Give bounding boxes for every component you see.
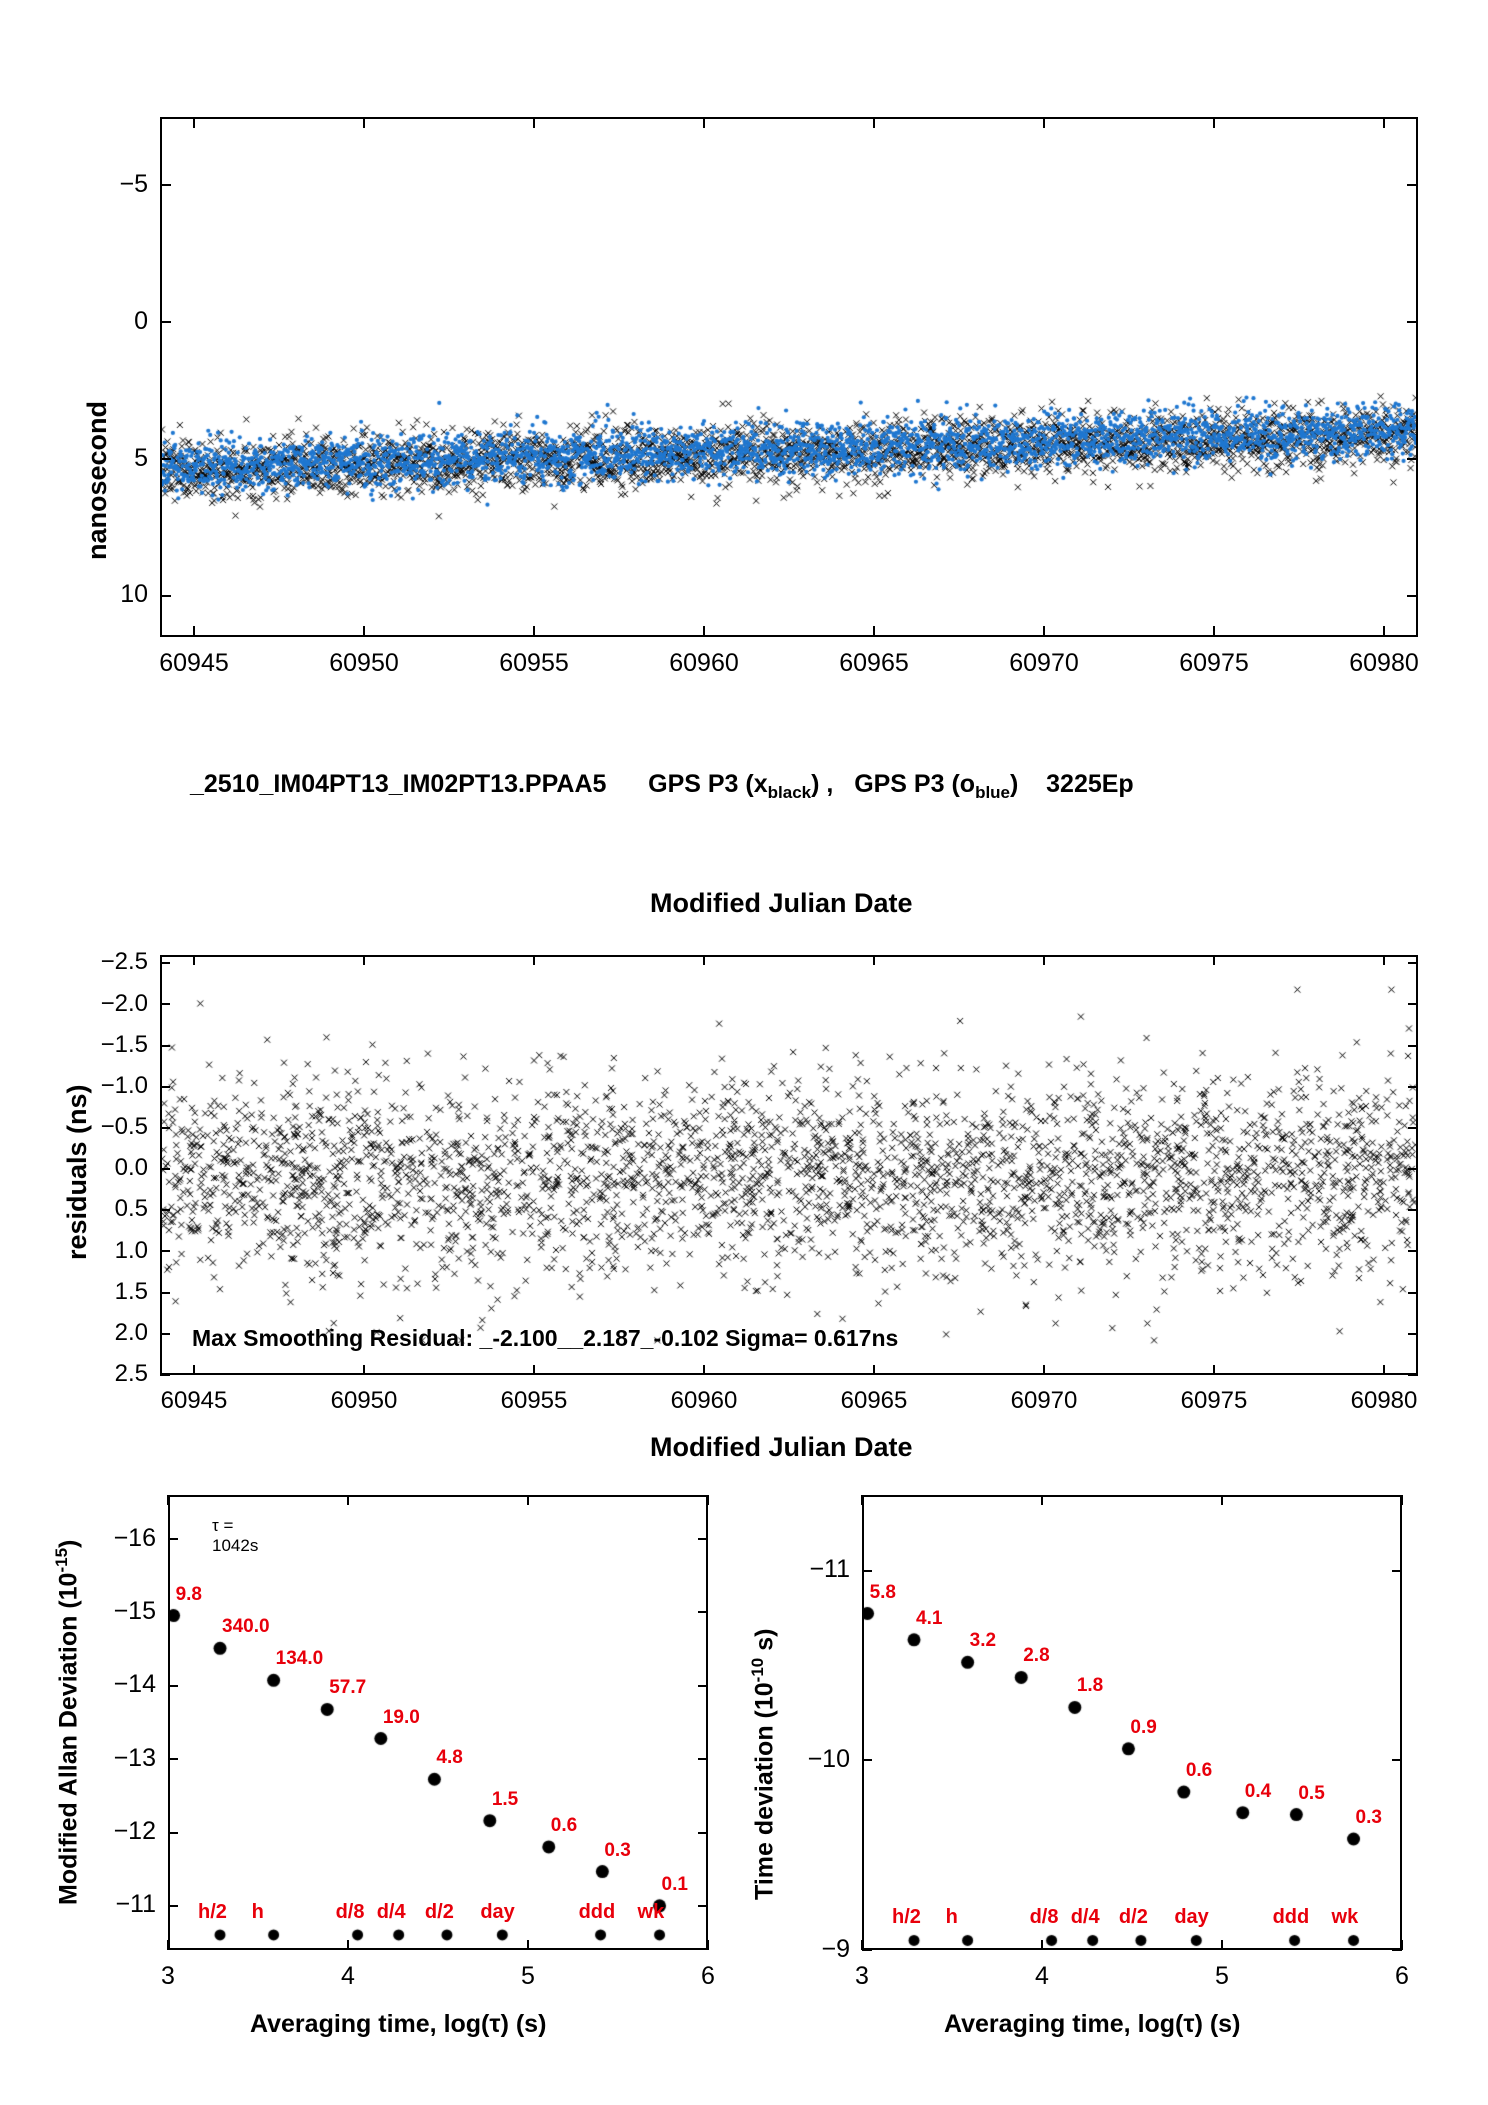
tdev-point-label: 0.3 [1355, 1807, 1382, 1828]
timeseries-ytick-right [1407, 184, 1418, 186]
mdev-xtick-top [527, 1495, 529, 1505]
tdev-point-label: 5.8 [869, 1581, 896, 1603]
tdev-point-label: 2.8 [1023, 1645, 1050, 1667]
timeseries-yticklabel: −5 [119, 169, 148, 198]
residuals-ytick [160, 1045, 170, 1047]
tdev-xticklabel: 5 [1215, 1962, 1229, 1990]
mdev-ytick-right [698, 1538, 708, 1540]
timeseries-x-axis-title: Modified Julian Date [650, 888, 913, 918]
mdev-point-label: 1.5 [491, 1788, 519, 1810]
timeseries-xtick [193, 626, 195, 637]
tdev-tau-marker-label: wk [1331, 1906, 1359, 1929]
timeseries-xtick-top [363, 117, 365, 128]
residuals-xtick-top [703, 955, 705, 965]
mdev-ytick [168, 1538, 178, 1540]
residuals-scatter-canvas [162, 957, 1416, 1373]
residuals-xtick [873, 1365, 875, 1375]
residuals-ytick [160, 1209, 170, 1211]
mdev-ytick-right [698, 1685, 708, 1687]
residuals-xtick [193, 1365, 195, 1375]
timeseries-xticklabel: 60970 [1009, 649, 1079, 677]
mdev-ytick [168, 1685, 178, 1687]
residuals-ytick-right [1408, 962, 1418, 964]
residuals-xtick [533, 1365, 535, 1375]
mdev-yticklabel: −13 [113, 1743, 156, 1772]
mdev-tau-marker-label: d/2 [424, 1900, 454, 1923]
mdev-xticklabel: 6 [701, 1962, 715, 1990]
timeseries-file-label: _2510_IM04PT13_IM02PT13.PPAA5 [190, 770, 607, 798]
mdev-ytick [168, 1832, 178, 1834]
timeseries-xticklabel: 60960 [669, 649, 739, 677]
mdev-xticklabel: 3 [161, 1962, 175, 1990]
timeseries-yticklabel: 0 [134, 306, 148, 335]
timeseries-xticklabel: 60965 [839, 649, 909, 677]
timeseries-xticklabel: 60980 [1349, 649, 1419, 677]
residuals-ytick [160, 1127, 170, 1129]
residuals-ytick-right [1408, 1292, 1418, 1294]
residuals-ytick [160, 1168, 170, 1170]
residuals-ytick-right [1408, 1086, 1418, 1088]
tdev-xtick-top [1221, 1495, 1223, 1505]
timeseries-xtick [703, 626, 705, 637]
timeseries-scatter-canvas [162, 119, 1416, 635]
residuals-ytick-right [1408, 1250, 1418, 1252]
mdev-point-label: 19.0 [382, 1706, 420, 1728]
timeseries-xtick [1213, 626, 1215, 637]
tdev-ytick [862, 1949, 872, 1951]
residuals-xtick-top [193, 955, 195, 965]
mdev-yticklabel: −15 [113, 1596, 156, 1625]
tdev-yticklabel: −11 [809, 1555, 850, 1584]
mdev-xticklabel: 5 [521, 1962, 535, 1990]
tdev-ytick [862, 1759, 872, 1761]
tdev-tau-marker-label: d/2 [1118, 1906, 1148, 1929]
residuals-yticklabel: −1.5 [100, 1030, 148, 1058]
residuals-xtick [1213, 1365, 1215, 1375]
tdev-ytick-right [1392, 1759, 1402, 1761]
timeseries-ytick-right [1407, 321, 1418, 323]
timeseries-xticklabel: 60975 [1179, 649, 1249, 677]
mdev-ytick-right [698, 1611, 708, 1613]
tdev-tau-marker-label: h/2 [892, 1906, 921, 1929]
residuals-yticklabel: 0.0 [114, 1154, 148, 1182]
timeseries-plot-frame [160, 117, 1418, 637]
tdev-tau-marker-label: day [1174, 1906, 1209, 1929]
tdev-xtick-top [1041, 1495, 1043, 1505]
timeseries-series1-label: GPS P3 $(x_{black})$ , [648, 770, 834, 802]
timeseries-xtick-top [873, 117, 875, 128]
timeseries-xtick [363, 626, 365, 637]
residuals-xticklabel: 60980 [1350, 1387, 1418, 1414]
timeseries-ytick [160, 184, 171, 186]
tdev-xtick-top [861, 1495, 863, 1505]
residuals-xtick [1043, 1365, 1045, 1375]
mdev-point-label: 9.8 [175, 1583, 202, 1605]
timeseries-xticklabel: 60950 [329, 649, 399, 677]
mdev-scatter-canvas [170, 1497, 706, 1948]
mdev-point-label: 57.7 [329, 1677, 367, 1699]
tdev-point-label: 0.4 [1244, 1780, 1272, 1802]
mdev-tau-marker-label: day [480, 1900, 515, 1923]
residuals-ytick [160, 1374, 170, 1376]
residuals-ytick-right [1408, 1127, 1418, 1129]
residuals-ytick [160, 1003, 170, 1005]
mdev-point-label: 0.1 [661, 1873, 688, 1895]
residuals-y-axis-title: residuals (ns) [62, 1084, 92, 1260]
timeseries-xtick [533, 626, 535, 637]
residuals-yticklabel: −2.5 [100, 948, 148, 976]
mdev-yticklabel: −16 [113, 1523, 156, 1552]
tdev-xtick [1221, 1940, 1223, 1950]
residuals-xtick-top [533, 955, 535, 965]
tdev-ytick-right [1392, 1570, 1402, 1572]
residuals-yticklabel: −1.0 [100, 1071, 148, 1099]
mdev-xtick-top [707, 1495, 709, 1505]
residuals-xticklabel: 60965 [840, 1387, 908, 1414]
mdev-xtick [527, 1940, 529, 1950]
residuals-yticklabel: 2.0 [114, 1318, 148, 1346]
timeseries-xtick [1383, 626, 1385, 637]
residuals-xticklabel: 60950 [330, 1387, 398, 1414]
mdev-xticklabel: 4 [341, 1962, 355, 1990]
mdev-yticklabel: −14 [113, 1670, 156, 1699]
tdev-tau-marker-label: ddd [1272, 1906, 1310, 1929]
mdev-plot-frame [168, 1495, 708, 1950]
mdev-y-axis-title: Modified Allan Deviation $(10^{-15})$ [52, 1539, 83, 1905]
mdev-ytick-right [698, 1905, 708, 1907]
timeseries-ytick [160, 321, 171, 323]
tdev-xticklabel: 6 [1395, 1962, 1409, 1990]
residuals-ytick-right [1408, 1209, 1418, 1211]
tdev-ytick-right [1392, 1949, 1402, 1951]
residuals-ytick [160, 1292, 170, 1294]
residuals-annotation: Max Smoothing Residual: _-2.100__2.187_-0.102 Sigma= 0.617ns [192, 1325, 899, 1351]
residuals-ytick [160, 1250, 170, 1252]
residuals-ytick-right [1408, 1003, 1418, 1005]
mdev-point-label: 0.3 [604, 1839, 631, 1861]
residuals-xtick-top [363, 955, 365, 965]
timeseries-xtick-top [533, 117, 535, 128]
timeseries-xtick-top [1383, 117, 1385, 128]
mdev-point-label: 0.6 [550, 1814, 578, 1836]
residuals-xtick [363, 1365, 365, 1375]
residuals-yticklabel: −0.5 [100, 1113, 148, 1141]
timeseries-ytick-right [1407, 458, 1418, 460]
timeseries-series2-label: GPS P3 $(o_{blue})$ [854, 770, 1019, 802]
mdev-tau-marker-label: d/8 [335, 1900, 365, 1923]
tdev-y-axis-title: Time deviation ($10^{-10}$ s) [748, 1628, 779, 1900]
tdev-tau-marker-label: d/8 [1029, 1906, 1059, 1929]
residuals-ytick-right [1408, 1045, 1418, 1047]
tdev-point-label: 3.2 [969, 1630, 997, 1652]
timeseries-yticklabel: 5 [134, 443, 148, 472]
residuals-xticklabel: 60970 [1010, 1387, 1078, 1414]
tdev-xtick-top [1401, 1495, 1403, 1505]
mdev-ytick [168, 1611, 178, 1613]
timeseries-xtick-top [193, 117, 195, 128]
timeseries-y-axis-title: nanosecond [82, 400, 112, 560]
residuals-yticklabel: −2.0 [100, 989, 148, 1017]
mdev-tau-marker-label: h [251, 1900, 264, 1923]
residuals-plot-frame [160, 955, 1418, 1375]
residuals-xtick-top [1043, 955, 1045, 965]
mdev-xtick-top [347, 1495, 349, 1505]
mdev-ytick-right [698, 1758, 708, 1760]
residuals-x-axis-title: Modified Julian Date [650, 1432, 913, 1462]
residuals-xticklabel: 60960 [670, 1387, 738, 1414]
timeseries-ytick [160, 595, 171, 597]
timeseries-xtick-top [1213, 117, 1215, 128]
residuals-ytick [160, 1333, 170, 1335]
tdev-yticklabel: −10 [807, 1744, 850, 1773]
residuals-ytick-right [1408, 1168, 1418, 1170]
timeseries-annotation [190, 770, 1134, 803]
timeseries-xtick-top [1043, 117, 1045, 128]
tdev-point-label: 0.6 [1185, 1760, 1213, 1782]
timeseries-yticklabel: 10 [120, 580, 148, 609]
mdev-tau-marker-label: h/2 [198, 1900, 227, 1923]
mdev-tau-marker-label: d/4 [376, 1900, 406, 1923]
residuals-yticklabel: 0.5 [114, 1195, 148, 1223]
mdev-yticklabel: −11 [115, 1890, 156, 1919]
mdev-tau-note: τ = 1042s [212, 1516, 259, 1555]
tdev-point-label: 0.5 [1298, 1782, 1325, 1804]
timeseries-xtick-top [703, 117, 705, 128]
mdev-ytick [168, 1758, 178, 1760]
tdev-tau-marker-label: d/4 [1070, 1906, 1100, 1929]
residuals-xticklabel: 60975 [1180, 1387, 1248, 1414]
tdev-tau-marker-label: h [945, 1906, 958, 1929]
timeseries-xtick [1043, 626, 1045, 637]
mdev-point-label: 4.8 [436, 1747, 463, 1769]
tdev-xticklabel: 3 [855, 1962, 869, 1990]
residuals-xtick-top [1213, 955, 1215, 965]
residuals-xtick-top [1383, 955, 1385, 965]
mdev-x-axis-title: Averaging time, log(τ) (s) [250, 2010, 547, 2038]
mdev-xtick [707, 1940, 709, 1950]
residuals-xtick-top [873, 955, 875, 965]
tdev-point-label: 0.9 [1130, 1716, 1157, 1738]
mdev-ytick [168, 1905, 178, 1907]
timeseries-xtick [873, 626, 875, 637]
tdev-point-label: 1.8 [1076, 1675, 1104, 1697]
mdev-tau-marker-label: ddd [578, 1900, 616, 1923]
residuals-yticklabel: 2.5 [114, 1360, 148, 1388]
tdev-x-axis-title: Averaging time, log(τ) (s) [944, 2010, 1241, 2038]
residuals-xtick [703, 1365, 705, 1375]
residuals-yticklabel: 1.5 [114, 1277, 148, 1305]
residuals-ytick [160, 1086, 170, 1088]
timeseries-ytick-right [1407, 595, 1418, 597]
timeseries-xticklabel: 60945 [159, 649, 229, 677]
tdev-ytick [862, 1570, 872, 1572]
mdev-ytick-right [698, 1832, 708, 1834]
tdev-yticklabel: −9 [821, 1934, 850, 1963]
residuals-ytick-right [1408, 1333, 1418, 1335]
residuals-xticklabel: 60955 [500, 1387, 568, 1414]
mdev-point-label: 340.0 [222, 1616, 270, 1638]
tdev-xtick [1041, 1940, 1043, 1950]
mdev-xtick [167, 1940, 169, 1950]
mdev-xtick-top [167, 1495, 169, 1505]
mdev-point-label: 134.0 [275, 1648, 324, 1670]
timeseries-epochs-label: 3225Ep [1046, 770, 1134, 798]
residuals-xticklabel: 60945 [160, 1387, 228, 1414]
tdev-point-label: 4.1 [916, 1607, 943, 1629]
timeseries-ytick [160, 458, 171, 460]
mdev-tau-marker-label: wk [637, 1900, 665, 1923]
mdev-yticklabel: −12 [113, 1817, 156, 1846]
residuals-yticklabel: 1.0 [114, 1236, 148, 1264]
tdev-xticklabel: 4 [1035, 1962, 1049, 1990]
mdev-xtick [347, 1940, 349, 1950]
residuals-ytick [160, 962, 170, 964]
residuals-ytick-right [1408, 1374, 1418, 1376]
residuals-xtick [1383, 1365, 1385, 1375]
timeseries-xticklabel: 60955 [499, 649, 569, 677]
